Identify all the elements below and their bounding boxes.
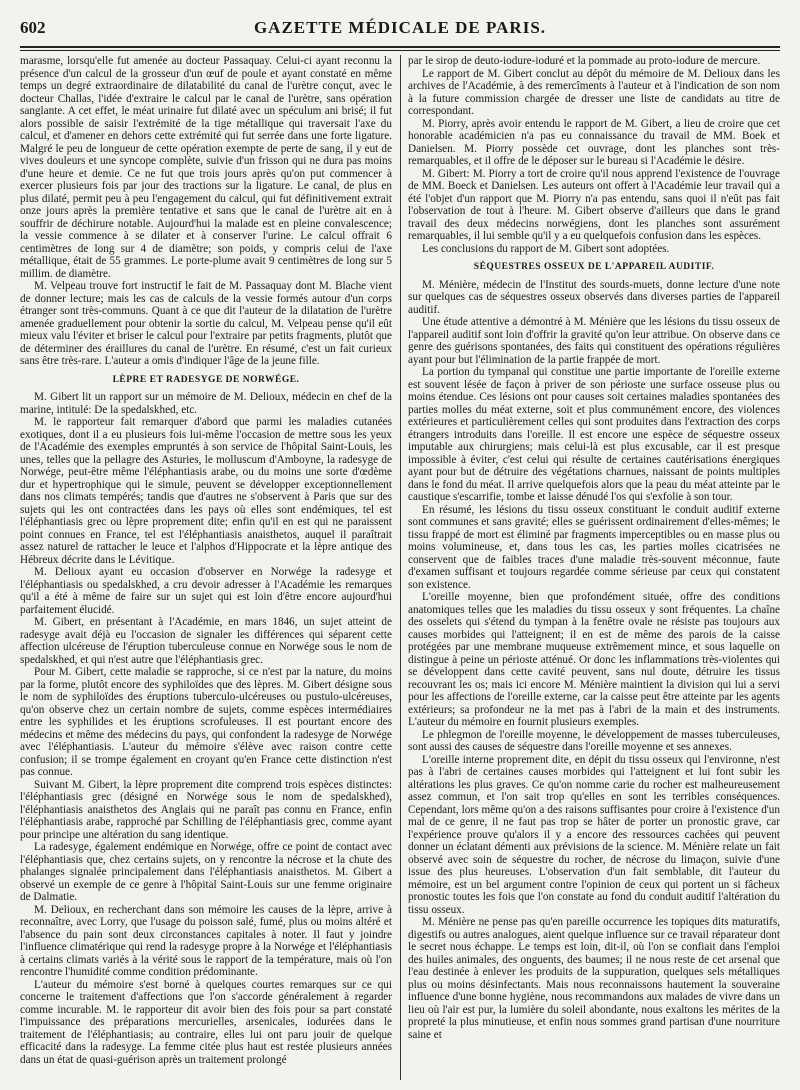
paragraph: M. Ménière, médecin de l'Institut des sourds-muets, donne lecture d'une note sur quelques cas de séquestres osseux observés dans diverses parties de l'appareil auditif.: [408, 278, 780, 316]
page-number: 602: [20, 18, 46, 37]
paragraph: Une étude attentive a démontré à M. Ménière que les lésions du tissu osseux de l'appareil auditif sont loin d'offrir la gravité qu'on leur attribue. On observe dans ce genre des guérisons spontanées, des faits qui constituent des opérations régulières ayant pour but l'élimination de la partie frappée de mort.: [408, 316, 780, 366]
paragraph: marasme, lorsqu'elle fut amenée au docteur Passaquay. Celui-ci ayant reconnu la présence d'un calcul de la grosseur d'un œuf de poule et ayant constaté en même temps un degré extraordinaire de dilatabilité du canal de l'urètre conçut, avec le docteur Challas, l'idée d'extraire le calcul par le canal de l'urètre, sans opération sanglante. A cet effet, le méat urinaire fut dilaté avec un spéculum ani brisé; il fut alors possible de saisir l'extrémité de la tige métallique qui traversait l'axe du calcul, et d'amener en dehors cette extrémité qui fut serrée dans une forte ligature. Malgré le peu de longueur de cette opération exempte de perte de sang, il y eut de vives douleurs et une syncope complète, suivie d'un frisson qui ne dura pas moins d'une heure et demie. Ce ne fut que trois jours après qu'on put commencer à exercer plusieurs fois par jour des tractions sur la ligature. Le canal, de plus en plus dilaté, permit peu à peu l'engagement du calcul, qui fut définitivement extrait onze jours après la première tentative et sans que le canal de l'urètre ait en à souffrir de déchirure notable. Aujourd'hui la malade est en pleine convalescence; la vessie commence à se dilater et à conserver l'urine. Le calcul offrait 6 centimètres de long sur 4 de diamètre; son poids, y compris celui de l'axe métallique, était de 55 grammes. Le porte-plume avait 9 centimètres de long sur 5 millim. de diamètre.: [20, 55, 392, 280]
paragraph: M. Ménière ne pense pas qu'en pareille occurrence les topiques dits maturatifs, digestifs ou autres analogues, aient quelque influence sur ce travail réparateur dont le secret nous échappe. Le temps est loin, dit-il, où l'on se confiait dans l'emploi des huiles animales, des onguents, des baumes; il ne nous reste de cet arsenal que l'eau destinée à enlever les produits de la suppuration, quelques sels métalliques plus ou moins désinfectants. Mais nous reconnaissons hautement la souveraine influence d'une bonne hygiène, nous recommandons aux malades de vivre dans un lieu où l'air est pur, la lumière du soleil abondante, nous exaltons les mérites de la propreté la plus minutieuse, et enfin nous sommes grand partisan d'une nourriture saine et: [408, 916, 780, 1041]
paragraph: M. Delioux, en recherchant dans son mémoire les causes de la lèpre, arrive à reconnaître, avec Lorry, que l'usage du poisson salé, fumé, plus ou moins altéré et l'absence du pain sont deux circonstances capitales à noter. Il faut y joindre l'influence climatérique qui rend la radesyge propre à la Norwége et l'éléphantiasis à certains climats variés à la vérité sous le rapport de la température, mais où l'on rencontre l'humidité comme condition prédominante.: [20, 903, 392, 978]
paragraph: Pour M. Gibert, cette maladie se rapproche, si ce n'est par la nature, du moins par la forme, plutôt encore des syphiloïdes que des lèpres. M. Gibert désigne sous le nom de syphiloïdes des éruptions tuberculo-ulcéreuses ou pustulo-ulcéreuses, qu'on observe chez un certain nombre de sujets, comme espèces intermédiaires entre les syphilides et les éruptions scrofuleuses. Il est pourtant encore des médecins et même des médecins du pays, qui confondent la radesyge de Norwége avec l'éléphantiasis. L'auteur du mémoire s'élève avec raison contre cette confusion; il se trompe également en croyant qu'en France cette distinction n'est pas connue.: [20, 666, 392, 778]
paragraph: L'oreille moyenne, bien que profondément située, offre des conditions anatomiques telles que les maladies du tissu osseux y sont fréquentes. La chaîne des osselets qui s'étend du tympan à la fenêtre ovale ne résiste pas toujours aux causes morbides qui l'atteignent; il en est de même des parois de la caisse protégées par une membrane muqueuse extrêmement mince, et sous laquelle on distingue à peine un périoste atténué. Or donc les inflammations très-violentes qui se développent dans cette cavité peuvent, sans nul doute, détruire les tissus recouvrant les os; mais ici encore M. Ménière maintient la division qui lui a servi pour les affections de l'oreille externe, car la caisse peut être atteinte par les agents extérieurs; sa profondeur ne la met pas à l'abri de la main et des instruments. L'auteur du mémoire en fournit plusieurs exemples.: [408, 591, 780, 728]
paragraph: M. Gibert lit un rapport sur un mémoire de M. Delioux, médecin en chef de la marine, intitulé: De la spedalskhed, etc.: [20, 391, 392, 416]
paragraph: M. Gibert, en présentant à l'Académie, en mars 1846, un sujet atteint de radesyge avait déjà eu l'occasion de signaler les différences qui séparent cette affection ulcéreuse de l'éruption tuberculeuse connue en Norwége sous le nom de spedalskhed, et qui n'est autre que l'éléphantiasis grec.: [20, 616, 392, 666]
text-columns: [20, 55, 780, 1080]
paragraph: Le rapport de M. Gibert conclut au dépôt du mémoire de M. Delioux dans les archives de l'Académie, à des remercîments à l'auteur et à l'indication de son nom à la future commission chargée de dresser une liste de candidats au titre de correspondant.: [408, 67, 780, 117]
column-divider: [400, 55, 401, 1080]
page-header: [20, 18, 780, 40]
paragraph: Le phlegmon de l'oreille moyenne, le développement de masses tuberculeuses, sont aussi des causes de séquestre dans l'oreille moyenne et ses annexes.: [408, 728, 780, 753]
right-column: [408, 55, 780, 1080]
paragraph: Les conclusions du rapport de M. Gibert sont adoptées.: [422, 242, 670, 255]
paragraph: M. Delioux ayant eu occasion d'observer en Norwége la radesyge et l'éléphantiasis ou spedalskhed, a cru devoir adresser à l'Académie les remarques qu'il a été à même de faire sur un sujet qui est loin d'être encore aujourd'hui parfaitement élucidé.: [20, 566, 392, 616]
paragraph: En résumé, les lésions du tissu osseux constituant le conduit auditif externe sont communes et sans gravité; elles se guérissent ordinairement d'elles-mêmes; le tissu frappé de mort est éliminé par fragments imperceptibles ou en masse plus ou moins volumineuse, et, dans tous les cas, les parties molles cicatrisées ne conservent que de faibles traces d'une maladie très-souvent méconnue, faute d'examen suffisant et toujours regardée comme sérieuse par ceux qui constatent son existence.: [408, 503, 780, 591]
paragraph: L'oreille interne proprement dite, en dépit du tissu osseux qui l'environne, n'est pas à l'abri de certaines causes morbides qui l'atteignent et lui font subir les altérations les plus graves. Ce qu'on nomme carie du rocher est malheureusement assez commun, et l'on sait trop qu'elles en sont les terribles conséquences. Cependant, lors même qu'on a des raisons suffisantes pour croire à l'existence d'un mal de ce genre, il ne faut pas trop se hâter de porter un pronostic grave, car l'expérience prouve qu'alors il y a encore des ressources cachées qui peuvent donner un éclatant démenti aux prévisions de la science. M. Ménière relate un fait observé avec soin de séquestre du rocher, de nécrose du limaçon, suivie d'une issue des plus heureuses. L'observation d'un fait semblable, dit l'auteur du mémoire, est un bel argument contre l'opinion de ceux qui portent un si fâcheux pronostic toutes les fois que l'on constate au fond du conduit auditif l'altération du tissu osseux.: [408, 753, 780, 916]
paragraph: Suivant M. Gibert, la lèpre proprement dite comprend trois espèces distinctes: l'éléphantiasis grec (désigné en Norwége sous le nom de spedalskhed), l'éléphantiasis anaisthetos des Anglais qui ne paraît pas connu en France, enfin l'éléphantiasis arabe, rapproché par Schilling de l'éléphantiasis grec, comme ayant pour principe une altération du sang identique.: [20, 778, 392, 841]
paragraph: La radesyge, également endémique en Norwége, offre ce point de contact avec l'éléphantiasis que, chez certains sujets, on y rencontre la nécrose et la chute des phalanges signalée principalement dans l'éléphantiasis anaisthetos. M. Gibert a observé un exemple de ce genre à l'hôpital Saint-Louis sur une femme originaire de Dalmatie.: [20, 841, 392, 903]
left-column: [20, 55, 392, 1080]
paragraph: M. Gibert: M. Piorry a tort de croire qu'il nous apprend l'existence de l'ouvrage de MM. Boeck et Danielsen. Les auteurs ont offert à l'Académie leur travail qui a été l'objet d'un rapport que M. Piorry n'a pas entendu, sans quoi il n'eût pas fait l'observation de tout à l'heure. M. Gibert observe d'ailleurs que dans le grand travail des deux médecins norwégiens, dont les planches sont assurément remarquables, il lui semble qu'il y a eu quelquefois confusion dans les espèces.: [408, 167, 780, 242]
header-rule-thin: [20, 50, 780, 51]
section-heading: SÉQUESTRES OSSEUX DE L'APPAREIL AUDITIF.: [473, 262, 715, 272]
running-title: GAZETTE MÉDICALE DE PARIS.: [253, 18, 547, 37]
header-rule: [20, 46, 780, 48]
paragraph: M. Velpeau trouve fort instructif le fait de M. Passaquay dont M. Blache vient de donner lecture; mais les cas de calculs de la vessie formés autour d'un corps étranger sont très-communs. Quant à ce que dit l'auteur de la dilatation de l'urètre amenée graduellement pour obtenir la sortie du calcul, M. Velpeau pense qu'il eût mieux valu l'éviter et briser le calcul pour l'extraire par petits fragments, plutôt que de déterminer des éraillures du canal de l'urètre. En résumé, c'est un fait curieux sans être très-rare. L'auteur a omis d'indiquer l'âge de la jeune fille.: [20, 280, 392, 367]
paragraph: M. le rapporteur fait remarquer d'abord que parmi les maladies cutanées exotiques, dont il a eu plusieurs fois lui-même l'occasion de mettre sous les yeux de l'Académie des exemples empruntés à son service de l'hôpital Saint-Louis, les unes, telles que la pellagre des Asturies, le molluscum d'Amboyne, la radesyge de Norwége, peut-être même l'éléphantiasis arabe, ou du moins une sorte d'œdème dur et hypertrophique qui le simule, peuvent se développer exceptionnellement dans nos climats tempérés; tandis que d'autres ne s'observent à Paris que sur des sujets qui les ont contractées dans les pays où elles sont endémiques, tel est l'éléphantiasis grec ou lèpre proprement dite; enfin qu'il en est qui ne paraissent point connues en France, tel est l'éléphantiasis anaisthetos, auquel il paraîtrait assez naturel de rattacher le leuce et l'alphos d'Hippocrate et la lèpre antique des Hébreux décrite dans le Lévitique.: [20, 416, 392, 566]
section-heading: LÈPRE ET RADESYGE DE NORWÉGE.: [112, 374, 300, 385]
paragraph: L'auteur du mémoire s'est borné à quelques courtes remarques sur ce qui concerne le traitement d'affections que l'on s'accorde généralement à regarder comme incurable. M. le rapporteur dit avoir bien des fois pour sa part constaté l'impuissance des préparations mercurielles, arsenicales, iodurées dans le traitement de l'éléphantiasis; au contraire, elles lui ont paru jouir de quelque efficacité dans la radesyge. La femme citée plus haut est restée plusieurs années dans un état de quasi-guérison après un traitement prolongé: [20, 978, 392, 1066]
paragraph: La portion du tympanal qui constitue une partie importante de l'oreille externe est souvent lésée de façon à priver de son périoste une surface osseuse plus ou moins étendue. Ces lésions ont pour causes soit certaines maladies spontanées des parties molles du méat externe, soit et plus communément encore, des violences extérieures et particulièrement celles qui sont produites dans l'extraction des corps étrangers introduits dans l'oreille. Il est encore une espèce de séquestre osseux imputable aux chirurgiens; mais celui-là est plus excusable, car il est presque impossible à éviter, c'est celui qui résulte de certaines cautérisations énergiques ayant pour but de détruire des végétations charnues, naissant de points multiples dans le fond du méat. Il arrive quelquefois alors que la peau du méat atteinte par le caustique s'escarrifie, tombe et laisse dénudé l'os qui s'exfolie à son tour.: [408, 366, 780, 503]
paragraph: M. Piorry, après avoir entendu le rapport de M. Gibert, a lieu de croire que cet honorable académicien n'a pas eu connaissance du travail de MM. Boek et Danielsen. M. Piorry possède cet ouvrage, dont les planches sont très-remarquables, et il offre de le déposer sur le bureau si l'Académie le désire.: [408, 117, 780, 167]
paragraph: par le sirop de deuto-iodure-ioduré et la pommade au proto-iodure de mercure.: [408, 55, 761, 67]
